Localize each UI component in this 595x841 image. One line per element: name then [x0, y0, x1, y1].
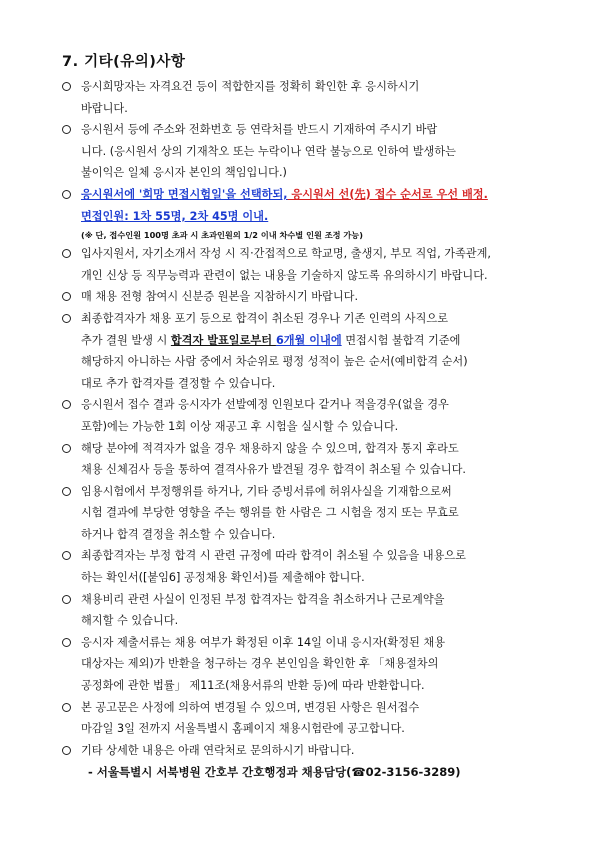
list-item: 매 채용 전형 참여시 신분증 원본을 지참하시기 바랍니다. — [62, 286, 542, 308]
circle-bullet-icon — [62, 400, 71, 409]
list-item: 응시자 제출서류는 채용 여부가 확정된 이후 14일 이내 응시자(확정된 채용 대상자는 제외)가 반환을 청구하는 경우 본인임을 확인한 후 「채용절차의 공정화에 관한 법률」 제11조(채용서류의 반환 등)에 따라 반환합니다. — [62, 632, 542, 697]
list-item-additional-hire: 최종합격자가 채용 포기 등으로 합격이 취소된 경우나 기존 인력의 사직으로 추가 결원 발생 시 합격자 발표일로부터 6개월 이내에 면접시험 불합격 기준에 해당하지 아니하는 사람 중에서 차순위로 평정 성적이 높은 순서(예비합격 순서) 대로 추가 합격자를 결정할 수 있습니다. — [62, 308, 542, 394]
contact-line: - 서울특별시 서북병원 간호부 간호행정과 채용담당(☎02-3156-3289) — [88, 765, 461, 780]
list-item: 입사지원서, 자기소개서 작성 시 직·간접적으로 학교명, 출생지, 부모 직업, 가족관계, 개인 신상 등 직무능력과 관련이 없는 내용을 기술하지 않도록 유의하시기 바랍니다. — [62, 243, 542, 286]
list-item-interview — [62, 184, 542, 227]
notice-list — [62, 76, 542, 783]
circle-bullet-icon — [62, 249, 71, 258]
list-item: 응시원서 접수 결과 응시자가 선발예정 인원보다 같거나 적을경우(없을 경우 포함)에는 가능한 1회 이상 재공고 후 시험을 실시할 수 있습니다. — [62, 394, 542, 437]
circle-bullet-icon — [62, 444, 71, 453]
interview-count-text: 면접인원: 1차 55명, 2차 45명 이내. — [81, 209, 269, 223]
circle-bullet-icon — [62, 638, 71, 647]
circle-bullet-icon — [62, 595, 71, 604]
list-item: 응시원서 등에 주소와 전화번호 등 연락처를 반드시 기재하여 주시기 바랍 니다. (응시원서 상의 기재착오 또는 누락이나 연락 불능으로 인하여 발생하는 불이익은 일체 응시자 본인의 책임입니다.) — [62, 119, 542, 184]
circle-bullet-icon — [62, 292, 71, 301]
list-item: 채용비리 관련 사실이 인정된 부정 합격자는 합격을 취소하거나 근로계약을 해지할 수 있습니다. — [62, 589, 542, 632]
circle-bullet-icon — [62, 190, 71, 199]
list-item: 응시희망자는 자격요건 등이 적합한지를 정확히 확인한 후 응시하시기 바랍니다. — [62, 76, 542, 119]
section-title: 7. 기타(유의)사항 — [62, 54, 186, 70]
circle-bullet-icon — [62, 551, 71, 560]
interview-note: (※ 단, 접수인원 100명 초과 시 초과인원의 1/2 이내 차수별 인원 조정 가능) — [81, 230, 363, 241]
circle-bullet-icon — [62, 82, 71, 91]
priority-text: 응시원서 선(先) 접수 순서로 우선 배정. — [287, 187, 488, 201]
circle-bullet-icon — [62, 125, 71, 134]
circle-bullet-icon — [62, 703, 71, 712]
list-item: 기타 상세한 내용은 아래 연락처로 문의하시기 바랍니다. — [62, 740, 542, 762]
list-item: 임용시험에서 부정행위를 하거나, 기타 증빙서류에 허위사실을 기재함으로써 시험 결과에 부당한 영향을 주는 행위를 한 사람은 그 시험을 정지 또는 무효로 하거나 합격 결정을 취소할 수 있습니다. — [62, 481, 542, 546]
circle-bullet-icon — [62, 487, 71, 496]
interview-date-text: 응시원서에 '희망 면접시험일'을 선택하되, — [81, 187, 288, 201]
list-item: 본 공고문은 사정에 의하여 변경될 수 있으며, 변경된 사항은 원서접수 마감일 3일 전까지 서울특별시 홈페이지 채용시험란에 공고합니다. — [62, 697, 542, 740]
circle-bullet-icon — [62, 746, 71, 755]
list-item: 해당 분야에 적격자가 없을 경우 채용하지 않을 수 있으며, 합격자 통지 후라도 채용 신체검사 등을 통하여 결격사유가 발견될 경우 합격이 취소될 수 있습니다. — [62, 438, 542, 481]
circle-bullet-icon — [62, 314, 71, 323]
list-item: 최종합격자는 부정 합격 시 관련 규정에 따라 합격이 취소될 수 있음을 내용으로 하는 확인서([붙임6] 공정채용 확인서)를 제출해야 합니다. — [62, 545, 542, 588]
